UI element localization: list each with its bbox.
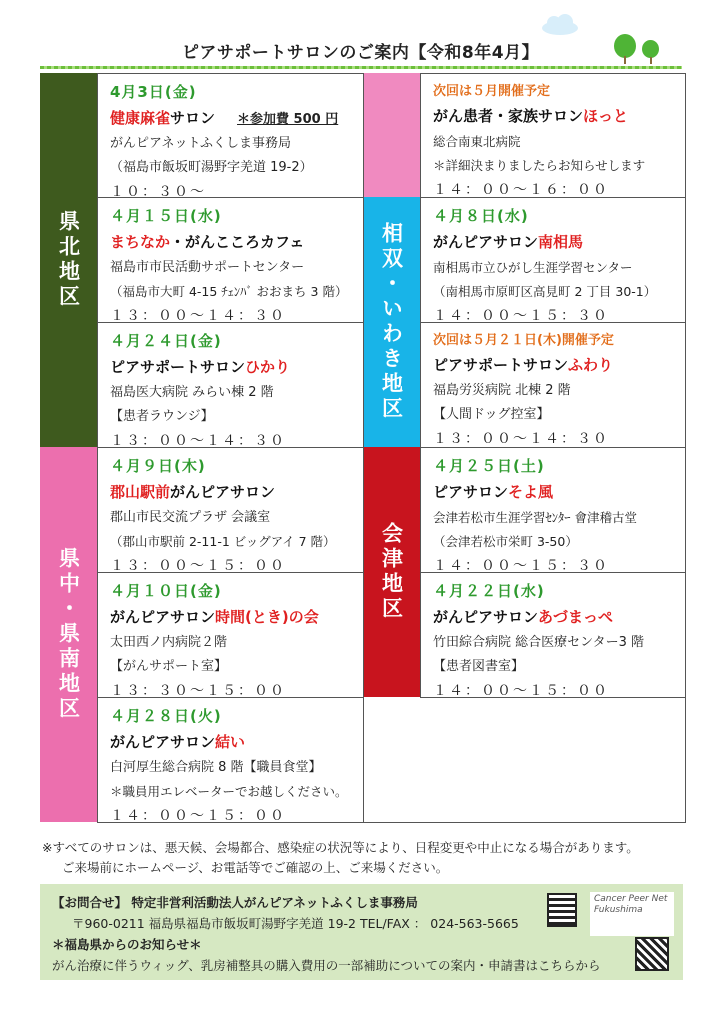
salon-cell-kenko-mahjong: 4月3日(金) 健康麻雀サロン ＊参加費 500 円 がんピアネットふくしま事務局 （福島市飯坂町湯野字羌道 19-2） １０：３０～ xyxy=(97,73,364,198)
note: ＊職員用エレベーターでお越しください。 xyxy=(110,784,348,799)
region-pink-top xyxy=(363,73,420,197)
region-kenchu: 県中・県南地区 xyxy=(40,447,97,822)
region-aizu: 会津地区 xyxy=(363,447,420,697)
contact-box xyxy=(40,884,683,980)
venue: 竹田綜合病院 総合医療センター3 階 xyxy=(433,635,645,650)
time: １３：００～１４：３０ xyxy=(433,431,609,447)
salon-cell-hotto: 次回は５月開催予定 がん患者・家族サロンほっと 総合南東北病院 ＊詳細決まりましたらお知らせします １４：００～１６：００ xyxy=(420,73,686,198)
time: １０：３０～ xyxy=(110,184,206,200)
venue: 白河厚生総合病院 8 階【職員食堂】 xyxy=(110,760,322,775)
address: （会津若松市栄町 3-50） xyxy=(433,534,578,549)
salon-cell-toki: ４月１０日(金) がんピアサロン時間(とき)の会 太田西ノ内病院２階 【がんサポート室】 １３：３０～１５：００ xyxy=(97,572,364,698)
note-line-1: ※すべてのサロンは、悪天候、会場都合、感染症の状況等により、日程変更や中止になる場合があります。 xyxy=(42,840,639,855)
salon-cell-azumappe: ４月２２日(水) がんピアサロンあづまっぺ 竹田綜合病院 総合医療センター3 階 【患者図書室】 １４：００～１５：００ xyxy=(420,572,686,698)
region-soso: 相双・いわき地区 xyxy=(363,197,420,447)
time: １３：３０～１５：００ xyxy=(110,683,286,699)
qr-code-icon[interactable] xyxy=(547,893,577,927)
notes xyxy=(42,838,639,878)
page-title: ピアサポートサロンのご案内【令和8年4月】 xyxy=(181,43,540,63)
title-divider xyxy=(40,66,682,69)
address: （郡山市駅前 2-11-1 ビッグアイ 7 階） xyxy=(110,534,336,549)
salon-cell-soyokaze: ４月２５日(土) ピアサロンそよ風 会津若松市生涯学習ｾﾝﾀｰ 會津稽古堂 （会津若松市栄町 3-50） １４：００～１５：３０ xyxy=(420,447,686,573)
contact-heading: 【お問合せ】 特定非営利活動法人がんピアネットふくしま事務局 xyxy=(52,895,418,910)
time: １４：００～１６：００ xyxy=(433,182,609,198)
prefecture-notice: がん治療に伴うウィッグ、乳房補整具の購入費用の一部補助についての案内・申請書はこちらから xyxy=(52,958,601,973)
venue: 太田西ノ内病院２階 xyxy=(110,635,228,650)
salon-cell-minamisoma: ４月８日(水) がんピアサロン南相馬 南相馬市立ひがし生涯学習センター （南相馬市原町区高見町 2 丁目 30-1） １４：００～１５：３０ xyxy=(420,197,686,323)
time: １４：００～１５：００ xyxy=(433,683,609,699)
venue: 南相馬市立ひがし生涯学習センター xyxy=(433,260,633,275)
time: １３：００～１４：３０ xyxy=(110,308,286,324)
time: １４：００～１５：００ xyxy=(110,808,286,824)
venue: がんピアネットふくしま事務局 xyxy=(110,136,291,151)
prefecture-notice-heading: ＊福島県からのお知らせ＊ xyxy=(52,937,202,952)
room: 【患者図書室】 xyxy=(433,659,525,674)
venue: 福島市市民活動サポートセンター xyxy=(110,260,305,275)
note-line-2: ご来場前にホームページ、お電話等でご確認の上、ご来場ください。 xyxy=(62,860,449,875)
venue: 総合南東北病院 xyxy=(433,134,521,149)
salon-cell-yui: ４月２８日(火) がんピアサロン結い 白河厚生総合病院 8 階【職員食堂】 ＊職員用エレベーターでお越しください。 １４：００～１５：００ xyxy=(97,697,364,823)
empty-cell xyxy=(363,697,686,823)
contact-address: 〒960-0211 福島県福島市飯坂町湯野字羌道 19-2 TEL/FAX ： 024-563-5665 xyxy=(72,916,519,931)
salon-cell-hikari: ４月２４日(金) ピアサポートサロンひかり 福島医大病院 みらい棟 2 階 【患者ラウンジ】 １３：００～１４：３０ xyxy=(97,322,364,448)
cancer-peer-net-logo: Cancer Peer Net Fukushima xyxy=(590,892,674,936)
room: 【患者ラウンジ】 xyxy=(110,409,214,424)
venue: 会津若松市生涯学習ｾﾝﾀｰ 會津稽古堂 xyxy=(433,510,637,525)
time: １３：００～１４：３０ xyxy=(110,433,286,449)
qr-code-icon-2[interactable] xyxy=(635,937,669,971)
note: ＊詳細決まりましたらお知らせします xyxy=(433,158,646,173)
time: １３：００～１５：００ xyxy=(110,558,286,574)
address: （南相馬市原町区高見町 2 丁目 30-1） xyxy=(433,284,657,299)
venue: 福島医大病院 みらい棟 2 階 xyxy=(110,385,274,400)
room: 【がんサポート室】 xyxy=(110,659,228,674)
time: １４：００～１５：３０ xyxy=(433,558,609,574)
time: １４：００～１５：３０ xyxy=(433,308,609,324)
venue: 郡山市民交流プラザ 会議室 xyxy=(110,510,271,525)
room: 【人間ドッグ控室】 xyxy=(433,407,550,422)
salon-cell-machinaka: ４月１５日(水) まちなか・がんこころカフェ 福島市市民活動サポートセンター （福島市大町 4-15 ﾁｪﾝﾊﾞ おおまち 3 階） １３：００～１４：３０ xyxy=(97,197,364,323)
salon-cell-koriyama: ４月９日(木) 郡山駅前がんピアサロン 郡山市民交流プラザ 会議室 （郡山市駅前 2-11-1 ビッグアイ 7 階） １３：００～１５：００ xyxy=(97,447,364,573)
cloud-icon xyxy=(540,14,580,36)
address: （福島市大町 4-15 ﾁｪﾝﾊﾞ おおまち 3 階） xyxy=(110,284,348,299)
venue: 福島労災病院 北棟 2 階 xyxy=(433,383,571,398)
salon-cell-fuwari: 次回は５月２１日(木)開催予定 ピアサポートサロンふわり 福島労災病院 北棟 2 階 【人間ドッグ控室】 １３：００～１４：３０ xyxy=(420,322,686,448)
address: （福島市飯坂町湯野字羌道 19-2） xyxy=(110,160,313,175)
region-kenpoku: 県北地区 xyxy=(40,73,97,447)
